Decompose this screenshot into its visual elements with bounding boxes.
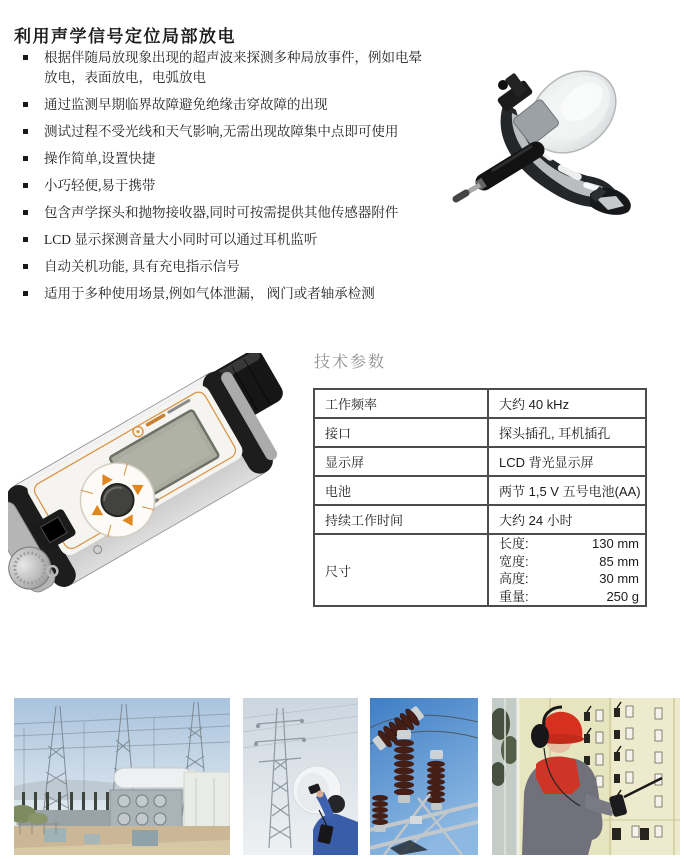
feature-item: 包含声学探头和抛物接收器,同时可按需提供其他传感器附件: [22, 203, 430, 223]
table-row-dimensions: [314, 534, 646, 606]
spec-value: 大约 24 小时: [488, 505, 646, 534]
spec-label: 接口: [314, 418, 488, 447]
spec-label: 工作频率: [314, 389, 488, 418]
dish-handle: [456, 146, 536, 199]
building-wall: [184, 772, 230, 832]
dim-value: 85 mm: [599, 553, 639, 569]
feature-item: 测试过程不受光线和天气影响,无需出现故障集中点即可使用: [22, 122, 430, 142]
table-row: [314, 505, 646, 534]
feature-item: 自动关机功能, 具有充电指示信号: [22, 257, 430, 277]
parabolic-dish-photo: [440, 58, 675, 220]
bolt-plate: [410, 816, 422, 824]
dim-value: 130 mm: [592, 536, 639, 551]
feature-item: 根据伴随局放现象出现的超声波来探测多种局放事件，例如电晕放电，表面放电，电弧放电: [22, 48, 430, 88]
spec-label: 电池: [314, 476, 488, 505]
insulators-photo: [370, 698, 478, 855]
feature-item: 小巧轻便,易于携带: [22, 176, 430, 196]
dim-value: 250 g: [606, 588, 639, 604]
table-row: [314, 476, 646, 505]
dim-name: 高度:: [499, 571, 529, 586]
dim-name: 宽度:: [499, 553, 529, 569]
spec-label: 尺寸: [314, 534, 488, 606]
dish-inspection-photo: [243, 698, 358, 855]
headphones: [531, 724, 549, 748]
specs-heading: 技术参数: [314, 354, 387, 371]
spec-value: 探头插孔, 耳机插孔: [488, 418, 646, 447]
dim-value: 30 mm: [599, 571, 639, 586]
page-title: 利用声学信号定位局部放电: [14, 27, 236, 47]
feature-item: 操作简单,设置快捷: [22, 149, 430, 169]
spec-value: [488, 534, 646, 606]
specs-table: [313, 388, 647, 607]
control-panel-photo: [492, 698, 680, 855]
handheld-device-photo: [8, 353, 284, 603]
feature-list: [22, 48, 430, 311]
table-row: [314, 418, 646, 447]
window: [492, 698, 519, 855]
feature-item: 通过监测早期临界故障避免绝缘击穿故障的出现: [22, 95, 430, 115]
spec-label: 显示屏: [314, 447, 488, 476]
dim-name: 长度:: [499, 536, 529, 551]
substation-overview-photo: [14, 698, 230, 855]
spec-value: 两节 1,5 V 五号电池(AA): [488, 476, 646, 505]
spec-value: LCD 背光显示屏: [488, 447, 646, 476]
feature-item: LCD 显示探测音量大小同时可以通过耳机监听: [22, 230, 430, 250]
table-row: [314, 447, 646, 476]
dim-name: 重量:: [499, 588, 529, 604]
feature-item: 适用于多种使用场景,例如气体泄漏， 阀门或者轴承检测: [22, 284, 430, 304]
spec-label: 持续工作时间: [314, 505, 488, 534]
table-row: [314, 389, 646, 418]
spec-value: 大约 40 kHz: [488, 389, 646, 418]
